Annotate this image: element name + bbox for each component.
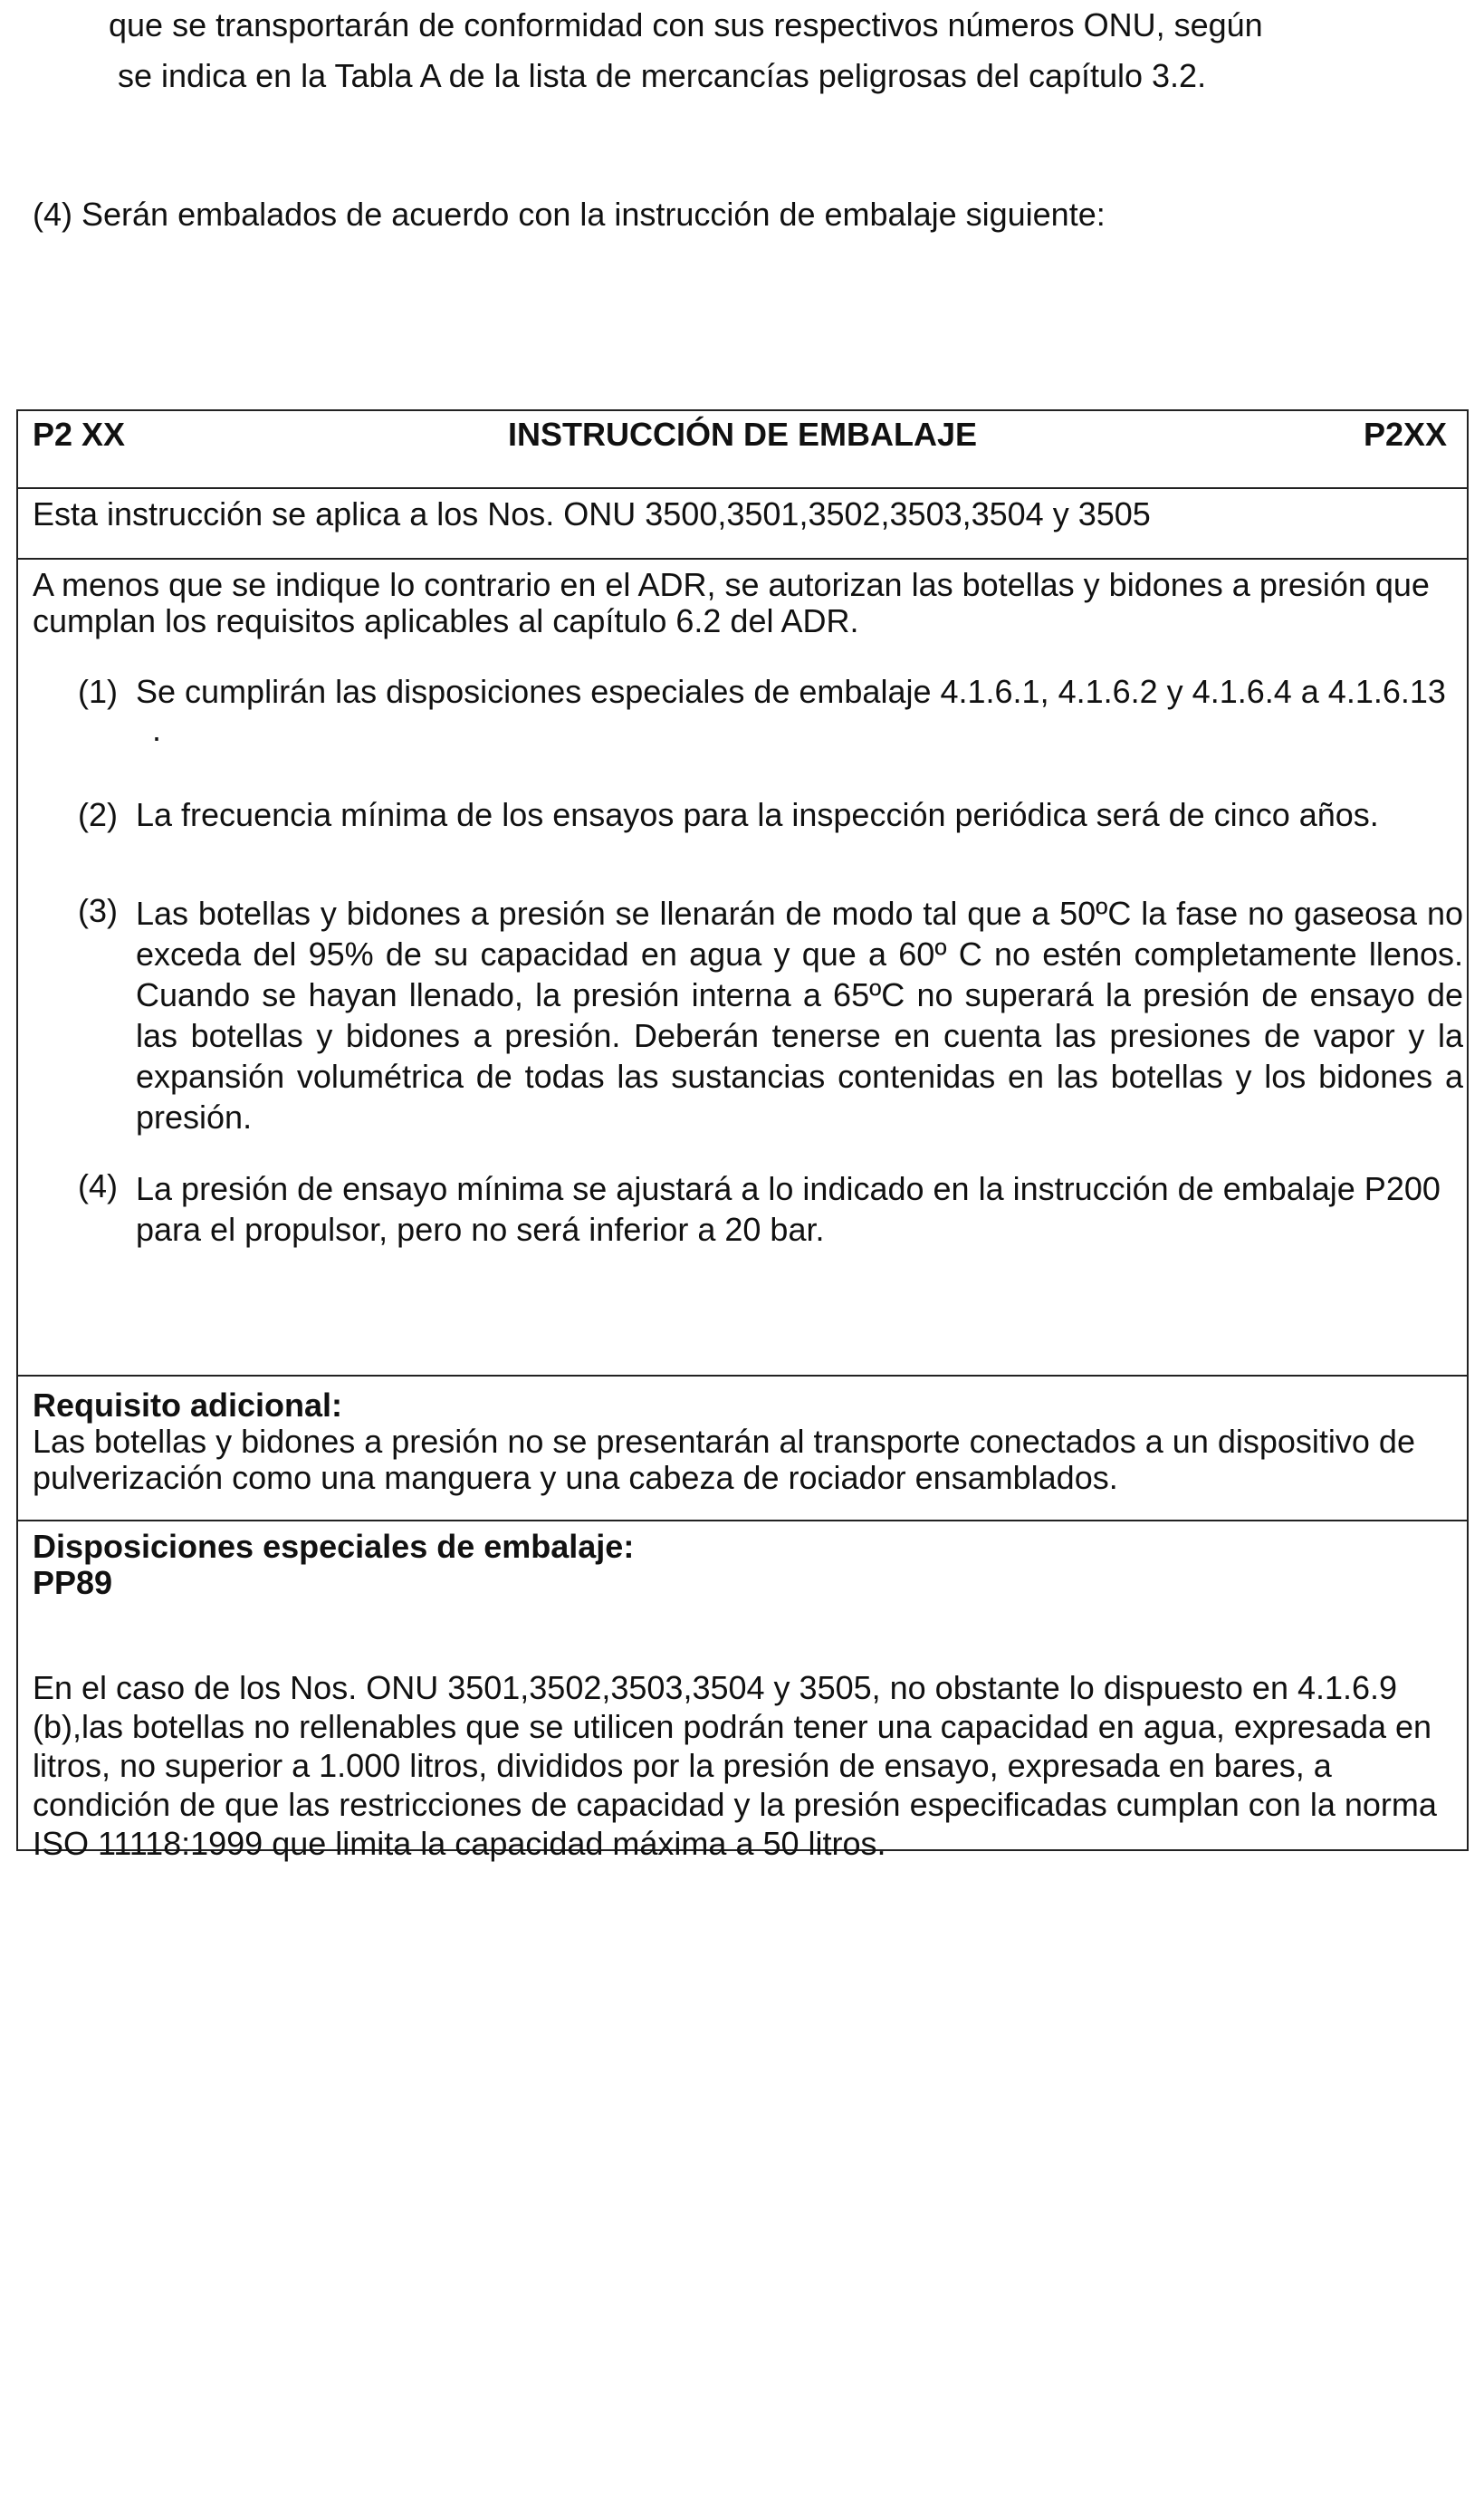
provision-trailing-dot: .: [152, 711, 162, 748]
general-line-2: cumplan los requisitos aplicables al capítulo 6.2 del ADR.: [33, 602, 859, 639]
intro-paragraph: [109, 0, 1376, 101]
provision-number: (2): [78, 796, 118, 833]
instruction-title: INSTRUCCIÓN DE EMBALAJE: [507, 416, 978, 453]
provision-2: [78, 797, 1463, 833]
provision-text: La presión de ensayo mínima se ajustará a lo indicado en la instrucción de embalaje P200 para el propulsor, pero no será inferior a 20 bar.: [136, 1170, 1441, 1248]
general-authorization: [33, 567, 1445, 639]
instruction-code-left: P2 XX: [33, 416, 126, 453]
row-divider: [18, 487, 1467, 489]
row-divider: [18, 558, 1467, 560]
row-divider: [18, 1520, 1467, 1521]
special-provision-code: PP89: [33, 1564, 113, 1601]
provision-1: [78, 674, 1463, 755]
special-provisions-title: Disposiciones especiales de embalaje:: [33, 1528, 635, 1565]
provision-number: (4): [78, 1167, 118, 1204]
provision-text: Se cumplirán las disposiciones especiales de embalaje 4.1.6.1, 4.1.6.2 y 4.1.6.4 a 4.1.6.13: [136, 673, 1446, 710]
provision-number: (3): [78, 892, 118, 929]
provision-number: (1): [78, 673, 118, 710]
intro-line-1: que se transportarán de conformidad con sus respectivos números ONU, según: [109, 6, 1263, 43]
item-4-heading: (4) Serán embalados de acuerdo con la instrucción de embalaje siguiente:: [33, 196, 1106, 233]
general-line-1: A menos que se indique lo contrario en el ADR, se autorizan las botellas y bidones a presión que: [33, 566, 1430, 603]
row-divider: [18, 1375, 1467, 1377]
additional-requirement-text: Las botellas y bidones a presión no se presentarán al transporte conectados a un dispositivo de pulverización como una manguera y una cabeza de rociador ensamblados.: [33, 1423, 1415, 1496]
provision-3: [78, 893, 1463, 1156]
special-provision-text: En el caso de los Nos. ONU 3501,3502,3503,3504 y 3505, no obstante lo dispuesto en 4.1.6.9 (b),las botellas no rellenables que se utilicen podrán tener una capacidad en agua, expresada en litros, no superior a 1.000 litros, divididos por la presión de ensayo, expresada en bares, a condición de que las restricciones de capacidad y la presión especificadas cumplan con la norma ISO 11118:1999 que limita la capacidad máxima a 50 litros.: [33, 1669, 1437, 1862]
provision-4: [78, 1168, 1463, 1250]
applies-to-text: Esta instrucción se aplica a los Nos. ONU 3500,3501,3502,3503,3504 y 3505: [33, 495, 1151, 533]
additional-requirement-title: Requisito adicional:: [33, 1387, 343, 1424]
intro-line-2: se indica en la Tabla A de la lista de mercancías peligrosas del capítulo 3.2.: [118, 57, 1207, 94]
packing-instruction-table: [16, 409, 1469, 1862]
instruction-code-right: P2XX: [1363, 416, 1447, 453]
provision-text: Las botellas y bidones a presión se llenarán de modo tal que a 50ºC la fase no gaseosa no exceda del 95% de su capacidad en agua y que a 60º C no estén completamente llenos. Cuando se hayan llenado, la presión interna a 65ºC no superará la presión de ensayo de las botellas y bidones a presión. Deberán tenerse en cuenta las presiones de vapor y la expansión volumétrica de todas las sustancias contenidas en las botellas y los bidones a presión.: [136, 895, 1463, 1136]
provision-text: La frecuencia mínima de los ensayos para la inspección periódica será de cinco años.: [136, 796, 1379, 833]
